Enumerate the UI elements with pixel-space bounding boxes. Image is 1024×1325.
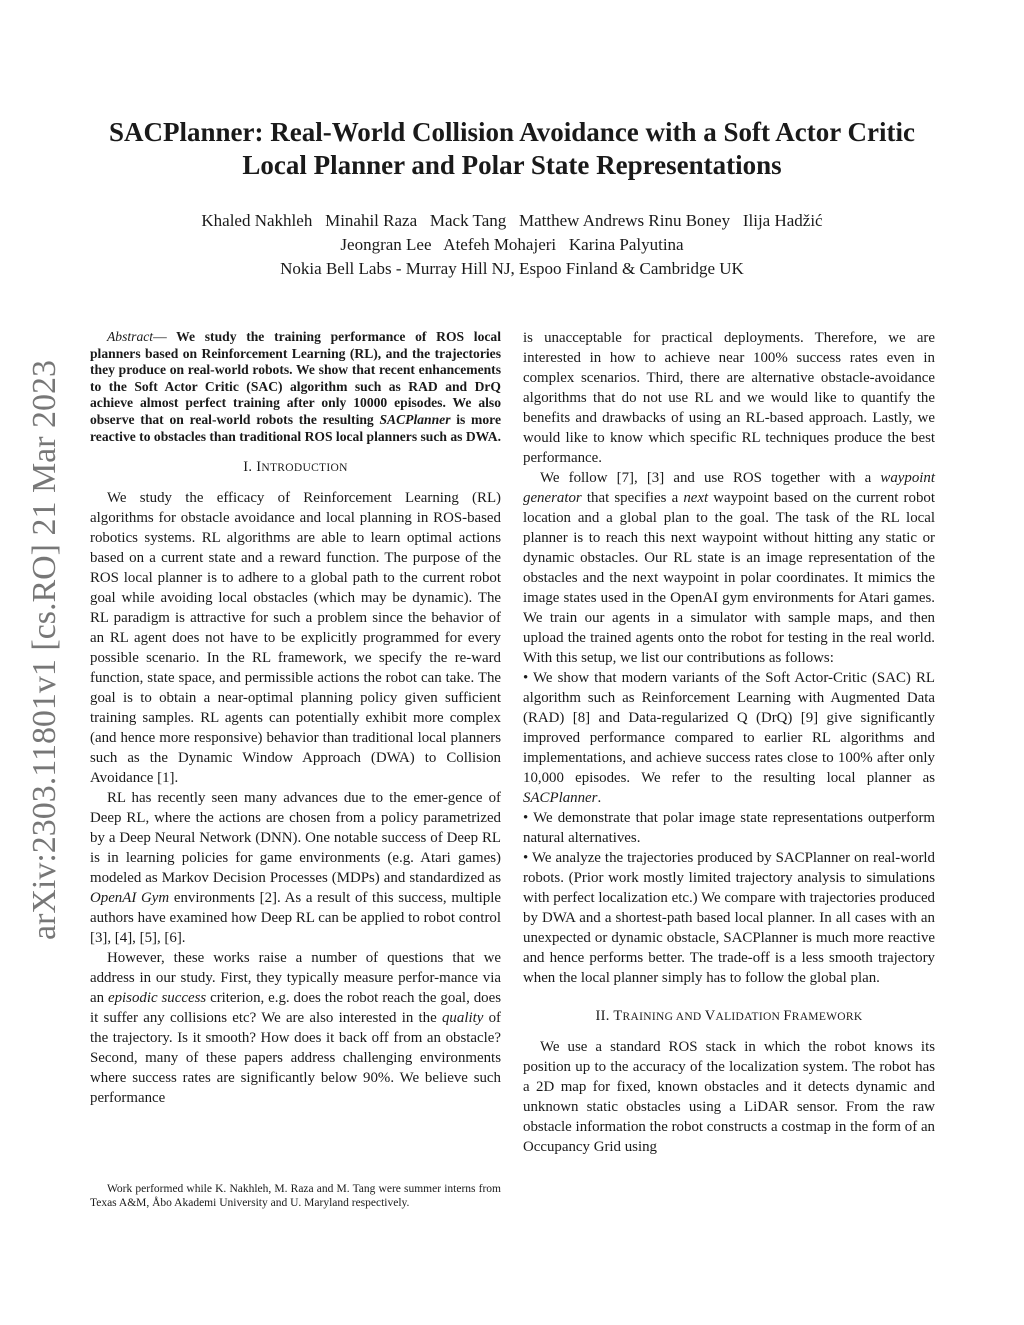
right-p2-text-2: that specifies a — [581, 490, 684, 506]
arxiv-stamp — [21, 350, 65, 950]
right-paragraph-1: is unacceptable for practical deployments. Therefore, we are interested in how to achieve near 100% success rates even in complex scenarios. Third, there are alternative obstacle-avoidance algorithms that do not use RL and we would like to quantify the benefits and drawbacks of using an RL-based approach. Lastly, we would like to know which specific RL techniques produce the best performance. — [523, 330, 935, 466]
bullet-2-text: We demonstrate that polar image state representations outperform natural alternatives. — [523, 810, 935, 846]
section2-t1-rest: RAINING AND — [622, 1011, 705, 1023]
abstract-emph: SACPlanner — [379, 411, 451, 427]
right-paragraph-2 — [523, 468, 935, 668]
title-line-1: SACPlanner: Real-World Collision Avoidance with a Soft Actor Critic — [109, 117, 915, 147]
section1-rest: NTRODUCTION — [261, 462, 348, 475]
right-p2-emph-2: next — [683, 490, 709, 506]
framework-paragraph-1: We use a standard ROS stack in which the robot knows its position up to the accuracy of the localization system. The robot has a 2D map for fixed, known obstacles and it detects dynamic and unknown static obstacles using a LiDAR sensor. From the raw obstacle information the robot constructs a costmap in the form of an Occupancy Grid using — [523, 1039, 935, 1155]
section-heading-framework — [523, 1006, 935, 1027]
abstract-text-2: is more reactive to obstacles than traditional ROS local planners such as DWA. — [90, 411, 501, 444]
right-p2-text-3: waypoint based on the current robot location and a global plan to the goal. The task of the RL local planner is to reach this next waypoint without hitting any static or dynamic obstacles. Our RL state is an image representation of the obstacles and the next waypoint in polar coordinates. It mimics the image states used in the OpenAI gym environments for Atari games. We train our agents in a simulator with sample maps, and then upload the trained agents onto the robot for testing in the real world. With this setup, we list our contributions as follows: — [523, 490, 935, 666]
bullet-1-text-2: . — [597, 790, 602, 806]
intro-p2-text-1: RL has recently seen many advances due to the emer-gence of Deep RL, where the actions are chosen from a policy parametrized by a Deep Neural Network (DNN). One notable success of Deep RL is in learning policies for game environments (e.g. Atari games) modeled as Markov Decision Processes (MDPs) and standardized as — [90, 790, 501, 887]
intro-p2-text-2: environments [2]. As a result of this success, multiple authors have examined how Deep RL can be applied to robot control [3], [4], [5], [6]. — [90, 890, 501, 947]
section2-number: II. — [595, 1008, 614, 1024]
right-p2-text-1: We follow [7], [3] and use ROS together with a — [540, 470, 881, 486]
section2-t3-initial: F — [783, 1008, 792, 1024]
section2-t1-initial: T — [613, 1008, 623, 1024]
section2-t2-rest: ALIDATION — [715, 1011, 784, 1023]
section1-initial: I — [256, 459, 262, 476]
arxiv-id-text: arXiv:2303.11801v1 [cs.RO] 21 Mar 2023 — [26, 368, 63, 940]
section2-t2-initial: V — [704, 1008, 716, 1024]
paper-title — [60, 116, 964, 182]
contribution-bullet-1 — [523, 668, 935, 808]
left-column — [90, 328, 501, 1108]
bullet-2-icon: • — [523, 810, 529, 826]
author-block — [60, 209, 964, 281]
contribution-bullet-2 — [523, 808, 935, 848]
intro-paragraph-1: We study the efficacy of Reinforcement Learning (RL) algorithms for obstacle avoidance and local planning in ROS-based robotics systems. RL algorithms are able to learn optimal actions based on a current state and a reward function. The purpose of the ROS local planner is to adhere to a global path to the current robot goal while avoiding local obstacles (which may be dynamic). The RL paradigm is attractive for such a problem since the behavior of an RL agent does not have to be explicitly programmed for every possible scenario. In the RL framework, we specify the re-ward function, state space, and permissible actions the robot can take. The goal is to obtain a near-optimal planning policy given sufficient training samples. RL agents can potentially exhibit more complex (and hence more responsive) behavior than traditional local planners such as the Dynamic Window Approach (DWA) to Collision Avoidance [1]. — [90, 490, 501, 787]
section2-t3-rest: RAMEWORK — [791, 1011, 863, 1023]
contribution-bullet-3 — [523, 848, 935, 988]
arxiv-stamp-svg — [21, 350, 65, 950]
intro-paragraph-2 — [90, 788, 501, 948]
abstract — [90, 329, 501, 445]
section-heading-introduction — [90, 457, 501, 478]
bullet-1-text-1: We show that modern variants of the Soft Actor-Critic (SAC) RL algorithm such as Reinforcement Learning with Augmented Data (RAD) [8] and Data-regularized Q (DrQ) [9] give significantly improved performance compared to earlier RL algorithms and implementations, and achieve success rates close to 100% after only 10,000 episodes. We refer to the resulting local planner as — [523, 670, 935, 786]
right-p2-emph-1: waypoint generator — [523, 470, 935, 506]
intro-p3-emph-1: episodic success — [107, 990, 207, 1007]
intro-p3-text-2: criterion, e.g. does the robot reach the goal, does it suffer any collisions etc? We are also interested in the — [90, 990, 501, 1027]
bullet-1-icon: • — [523, 670, 529, 686]
authors-line-1: Khaled Nakhleh Minahil Raza Mack Tang Matthew Andrews Rinu Boney Ilija Hadžić — [201, 211, 823, 230]
intro-p3-text-1: However, these works raise a number of questions that we address in our study. First, they typically measure perfor-mance via an — [90, 950, 501, 1007]
intro-p2-emph: OpenAI Gym — [90, 890, 170, 907]
intro-p3-text-3: of the trajectory. Is it smooth? How does it back off from an obstacle? Second, many of these papers address challenging environments where success rates are significantly below 90%. We believe such performance — [90, 1010, 501, 1107]
bullet-3-icon: • — [523, 850, 529, 866]
right-column — [523, 328, 935, 1157]
intro-p3-emph-2: quality — [441, 1010, 484, 1027]
abstract-label: Abstract — [107, 329, 154, 344]
footnote: Work performed while K. Nakhleh, M. Raza and M. Tang were summer interns from Texas A&M, Åbo Akademi University and U. Maryland respectively. — [90, 1183, 501, 1209]
bullet-3-text: We analyze the trajectories produced by SACPlanner on real-world robots. (Prior work mostly limited trajectory analysis to simulations with perfect localization etc.) We compare with trajectories produced by DWA and a shortest-path based local planner. In all cases with an unexpected or dynamic obstacle, SACPlanner is much more reactive and hence performs better. The trade-off is a less smooth trajectory when the local planner simply has to follow the global plan. — [523, 850, 935, 986]
section1-number: I. — [243, 459, 257, 476]
abstract-text-1: We study the training performance of ROS local planners based on Reinforcement Learning (RL), and the trajectories they produce on real-world robots. We show that recent enhancements to the Soft Actor Critic (SAC) algorithm such as RAD and DrQ achieve almost perfect training after only 10000 episodes. We also observe that on real-world robots the resulting — [90, 329, 501, 427]
abstract-dash: — — [153, 329, 167, 344]
affiliation: Nokia Bell Labs - Murray Hill NJ, Espoo Finland & Cambridge UK — [280, 259, 744, 278]
bullet-1-emph: SACPlanner — [523, 790, 598, 806]
authors-line-2: Jeongran Lee Atefeh Mohajeri Karina Palyutina — [340, 235, 684, 254]
intro-paragraph-3 — [90, 948, 501, 1108]
title-line-2: Local Planner and Polar State Representations — [242, 150, 782, 180]
